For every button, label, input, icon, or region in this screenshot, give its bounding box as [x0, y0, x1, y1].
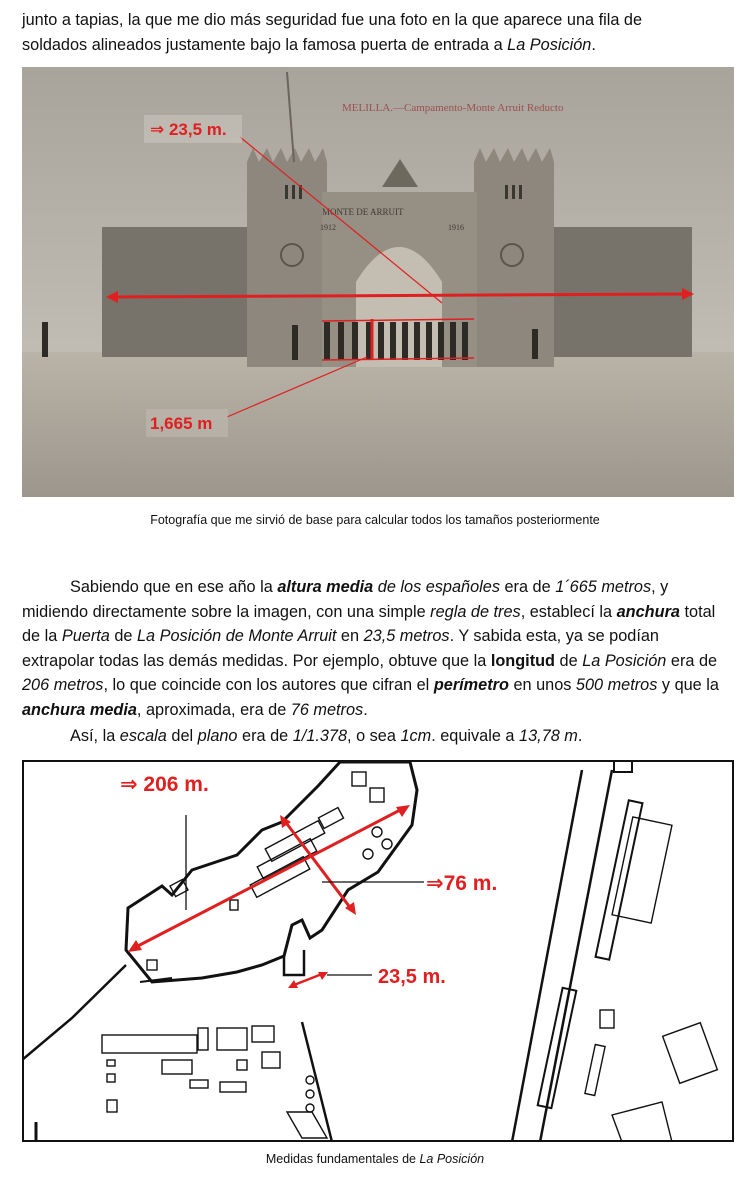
gate-inscription: MONTE DE ARRUIT [322, 207, 404, 217]
photo-caption: Fotografía que me sirvió de base para calcular todos los tamaños posteriormente [150, 513, 600, 527]
text-run: y que la [657, 676, 719, 694]
text-run: . [577, 727, 583, 745]
text-run: , aproximada, era de [136, 700, 291, 719]
photo-height-label: 1,665 m [150, 414, 213, 433]
body-paragraph-1 [22, 575, 734, 722]
gate-year-left: 1912 [320, 223, 336, 232]
gate-photograph [22, 67, 734, 497]
right-tower [474, 148, 554, 367]
left-wall [102, 227, 252, 357]
text-run: Así, la [70, 727, 120, 745]
text-run: plano [197, 727, 238, 745]
text-run: de [109, 627, 137, 645]
gate-year-right: 1916 [448, 223, 464, 232]
text-run: anchura media [22, 700, 137, 719]
text-run: en unos [508, 676, 576, 694]
site-plan-map [22, 760, 734, 1142]
intro-paragraph [22, 8, 734, 57]
text-run: 13,78 m [519, 727, 578, 745]
text-run: 1/1.378 [292, 727, 348, 745]
text-run: , o sea [347, 727, 401, 745]
photo-header: MELILLA.—Campamento-Monte Arruit Reducto [342, 102, 564, 114]
text-run: del [166, 727, 198, 745]
text-run: regla de tres [430, 602, 521, 621]
text-run: total de la [22, 602, 716, 645]
text-run: era de [499, 578, 556, 596]
text-run: , y midiendo directamente sobre la imagen, con una simple [22, 578, 669, 621]
text-run: 76 metros [290, 700, 364, 719]
map-gate-label: 23,5 m. [378, 966, 446, 988]
text-run: longitud [490, 651, 556, 670]
map-length-label: ⇒ 206 m. [120, 773, 209, 796]
text-run: La Posición de Monte Arruit [137, 627, 337, 645]
text-run: de los españoles [373, 578, 500, 596]
photo-width-label: ⇒ 23,5 m. [150, 120, 227, 139]
body-paragraph-2 [22, 724, 734, 749]
map-caption: Medidas fundamentales de La Posición [265, 1152, 485, 1166]
text-run: . Y sabida esta, ya se podían extrapolar todas las demás medidas. Por ejemplo, obtuve que la [22, 627, 659, 670]
map-width-label: ⇒76 m. [426, 872, 498, 895]
intro-line-1: junto a tapias, la que me dio más seguridad fue una foto en la que aparece una fila de [22, 11, 643, 29]
text-run: , establecí la [520, 602, 617, 621]
intro-line-2: soldados alineados justamente bajo la famosa puerta de entrada a La Posición. [22, 35, 596, 54]
text-run: perímetro [433, 676, 509, 694]
text-run: en [336, 627, 364, 645]
left-tower [247, 148, 327, 367]
text-run: 1´665 metros [555, 578, 652, 596]
text-run: , lo que coincide con los autores que cifran el [103, 676, 434, 694]
text-run: era de [237, 727, 293, 745]
text-run: escala [119, 727, 167, 745]
right-wall [542, 227, 692, 357]
text-run: era de [666, 651, 718, 670]
text-run: . equivale a [431, 727, 520, 745]
text-run: 23,5 metros [363, 627, 450, 645]
text-run: de [555, 651, 583, 670]
text-run: Sabiendo que en ese año la [70, 578, 278, 596]
text-run: 500 metros [575, 676, 658, 694]
text-run: anchura [616, 602, 680, 621]
text-run: altura media [277, 578, 374, 596]
text-run: Puerta [61, 627, 110, 645]
text-run: 206 metros [22, 676, 104, 694]
text-run: La Posición [582, 651, 667, 670]
text-run: . [363, 700, 368, 719]
text-run: 1cm [400, 727, 432, 745]
